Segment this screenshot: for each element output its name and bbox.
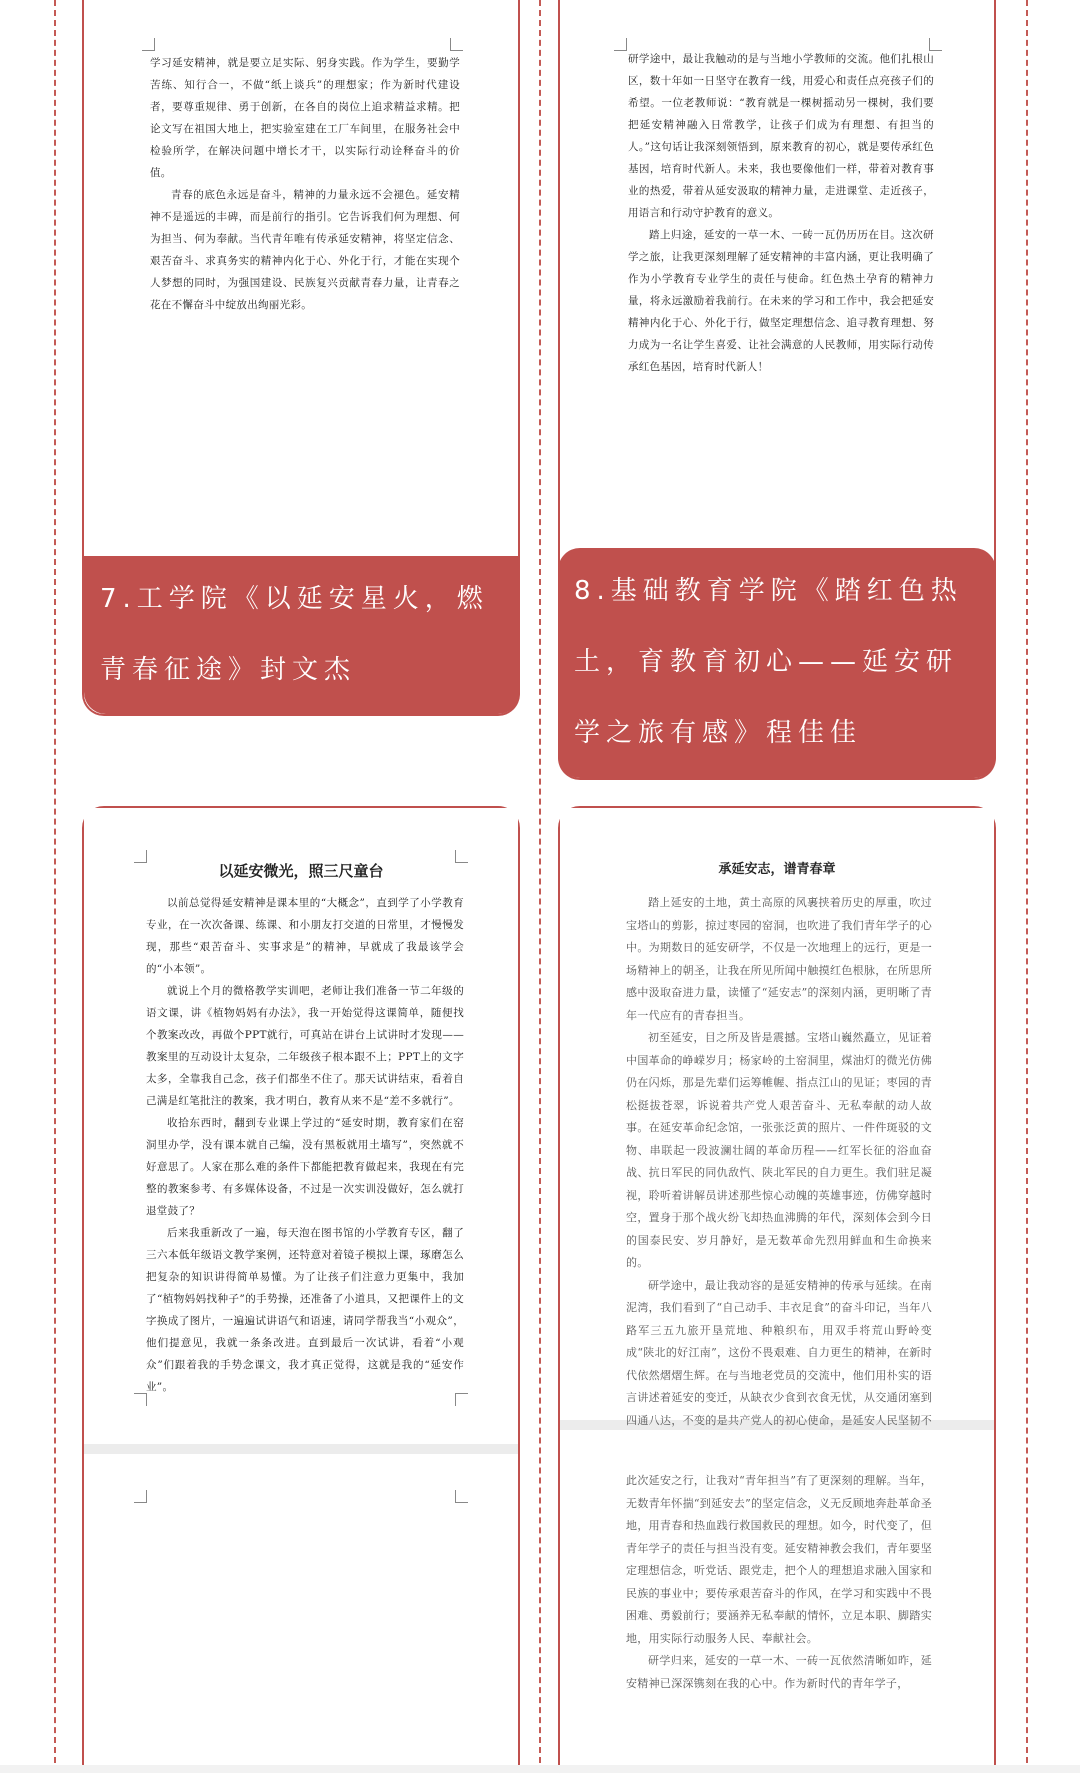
essay-caption-7: 7.工学院《以延安星火，燃青春征途》封文杰	[84, 556, 520, 714]
doc-paragraph: 学习延安精神，就是要立足实际、躬身实践。作为学生，要勤学苦练、知行合一，不做“纸上谈兵”的理想家；作为新时代建设者，要尊重规律、勇于创新，在各自的岗位上追求精益求精。把论文写在祖国大地上，把实验室建在工厂车间里，在服务社会中检验所学，在解决问题中增长才干，以实际行动诠释奋斗的价值。	[150, 57, 460, 179]
doc-paragraph: 研学途中，最让我动容的是延安精神的传承与延续。在南泥湾，我们看到了“自己动手、丰衣足食”的奋斗印记，当年八路军三五九旅开垦荒地、种粮织布，用双手将荒山野岭变成“陕北的好江南”，这份不畏艰难、自力更生的精神，在新时代依然熠熠生辉。在与当地老党员的交流中，他们用朴实的语言讲述着延安的变迁，从缺衣少食到衣食无忧，从交通闭塞到四通八达，不变的是共产党人的初心使命，是延安人民坚韧不	[626, 1278, 932, 1427]
document-title: 承延安志，谱青春章	[718, 862, 836, 877]
crop-mark	[455, 1393, 468, 1406]
dashed-guide-right	[1026, 0, 1028, 1773]
dashed-guide-left	[54, 0, 56, 1773]
crop-mark	[134, 1490, 147, 1503]
doc-paragraph: 研学途中，最让我触动的是与当地小学教师的交流。他们扎根山区，数十年如一日坚守在教育一线，用爱心和责任点亮孩子们的希望。一位老教师说：“教育就是一棵树摇动另一棵树，我们要把延安精神融入日常教学，让孩子们成为有理想、有担当的人。”这句话让我深刻领悟到，原来教育的初心，就是要传承红色基因，培育时代新人。未来，我也要像他们一样，带着对教育事业的热爱，带着从延安汲取的精神力量，走进课堂、走近孩子，用语言和行动守护教育的意义。	[628, 53, 934, 219]
document-body-10-continued	[626, 1470, 932, 1770]
document-page-8	[560, 0, 994, 550]
document-title: 以延安微光，照三尺童台	[218, 862, 384, 880]
doc-paragraph: 后来我重新改了一遍，每天泡在图书馆的小学教育专区，翻了三六本低年级语文教学案例，还特意对着镜子模拟上课，琢磨怎么把复杂的知识讲得简单易懂。为了让孩子们注意力更集中，我加了“植物妈妈找种子”的手势操，还准备了小道具，又把课件上的文字换成了图片，一遍遍试讲语气和语速，请同学帮我当“小观众”，他们提意见，我就一条条改进。直到最后一次试讲，看着“小观众”们跟着我的手势念课文，我才真正觉得，这就是我的“延安作业”。	[146, 1227, 464, 1393]
document-page-10b	[560, 1430, 994, 1788]
doc-paragraph: 研学归来，延安的一草一木、一砖一瓦依然清晰如昨，延安精神已深深镌刻在我的心中。作为新时代的青年学子，	[626, 1654, 932, 1690]
crop-mark	[614, 38, 627, 51]
document-body-9	[146, 892, 464, 1393]
doc-paragraph: 此次延安之行，让我对“青年担当”有了更深刻的理解。当年，无数青年怀揣“到延安去”的坚定信念，义无反顾地奔赴革命圣地，用青春和热血践行救国救民的理想。如今，时代变了，但青年学子的责任与担当没有变。延安精神教会我们，青年要坚定理想信念，听党话、跟党走，把个人的理想追求融入国家和民族的事业中；要传承艰苦奋斗的作风，在学习和实践中不畏困难、勇毅前行；要涵养无私奉献的情怀，立足本职、脚踏实地，用实际行动服务人民、奉献社会。	[626, 1474, 932, 1645]
doc-paragraph: 初至延安，目之所及皆是震撼。宝塔山巍然矗立，见证着中国革命的峥嵘岁月；杨家岭的土窑洞里，煤油灯的微光仿佛仍在闪烁，那是先辈们运筹帷幄、指点江山的见证；枣园的青松挺拔苍翠，诉说着共产党人艰苦奋斗、无私奉献的动人故事。在延安革命纪念馆，一张张泛黄的照片、一件件斑驳的文物、串联起一段波澜壮阔的革命历程——红军长征的浴血奋战、抗日军民的同仇敌忾、陕北军民的自力更生。我们驻足凝视，聆听着讲解员讲述那些惊心动魄的英雄事迹，仿佛穿越时空，置身于那个战火纷飞却热血沸腾的年代，深刻体会到今日的国泰民安、岁月静好，是无数革命先烈用鲜血和生命换来的。	[626, 1031, 932, 1269]
doc-paragraph: 踏上延安的土地，黄土高原的风裹挟着历史的厚重，吹过宝塔山的剪影，掠过枣园的窑洞，也吹进了我们青年学子的心中。为期数日的延安研学，不仅是一次地理上的远行，更是一场精神上的朝圣，让我在所见所闻中触摸红色根脉，在所思所感中汲取奋进力量，读懂了“延安志”的深刻内涵，更明晰了青年一代应有的青春担当。	[626, 896, 932, 1022]
essay-card-8[interactable]	[558, 0, 996, 780]
doc-paragraph: 青春的底色永远是奋斗，精神的力量永远不会褪色。延安精神不是遥远的丰碑，而是前行的指引。它告诉我们何为理想、何为担当、何为奉献。当代青年唯有传承延安精神，将坚定信念、艰苦奋斗、求真务实的精神内化于心、外化于行，才能在实现个人梦想的同时，为强国建设、民族复兴贡献青春力量，让青春之花在不懈奋斗中绽放出绚丽光彩。	[150, 189, 460, 311]
doc-paragraph: 收拾东西时，翻到专业课上学过的“延安时期，教育家们在窑洞里办学，没有课本就自己编，没有黑板就用土墙写”，突然就不好意思了。人家在那么难的条件下都能把教育做起来，我现在有完整的教案参考、有多媒体设备，不过是一次实训没做好，怎么就打退堂鼓了？	[146, 1117, 464, 1217]
crop-mark	[450, 38, 463, 51]
document-page-10a	[560, 808, 994, 1430]
document-body-10	[626, 892, 932, 1427]
document-page-7	[84, 0, 518, 556]
doc-paragraph: 踏上归途，延安的一草一木、一砖一瓦仍历历在目。这次研学之旅，让我更深刻理解了延安精神的丰富内涵，更让我明确了作为小学教育专业学生的责任与使命。红色热土孕育的精神力量，将永远激励着我前行。在未来的学习和工作中，我会把延安精神内化于心、外化于行，做坚定理想信念、追寻教育理想、努力成为一名让学生喜爱、让社会满意的人民教师，用实际行动传承红色基因，培育时代新人！	[628, 229, 934, 373]
bottom-band	[0, 1765, 1080, 1773]
document-body-7	[150, 52, 460, 311]
document-page-9b	[84, 1454, 518, 1788]
doc-paragraph: 以前总觉得延安精神是课本里的“大概念”，直到学了小学教育专业，在一次次备课、练课、和小朋友打交道的日常里，才慢慢发现，那些“艰苦奋斗、实事求是”的精神，早就成了我最该学会的“小本领”。	[146, 897, 464, 975]
dashed-guide-center	[539, 0, 541, 1773]
essay-card-7[interactable]	[82, 0, 520, 716]
document-body-8	[628, 48, 934, 373]
essay-card-9[interactable]	[82, 806, 520, 1786]
crop-mark	[142, 38, 155, 51]
crop-mark	[134, 1393, 147, 1406]
doc-paragraph: 就说上个月的微格教学实训吧，老师让我们准备一节二年级的语文课，讲《植物妈妈有办法》，我一开始觉得这课简单，随便找个教案改改，再做个PPT就行，可真站在讲台上试讲时才发现——教案里的互动设计太复杂，二年级孩子根本跟不上；PPT上的文字太多，全靠我自己念，孩子们都坐不住了。那天试讲结束，看着自己满是红笔批注的教案，我才明白，教育从来不是“差不多就行”。	[146, 985, 464, 1107]
essay-card-10[interactable]	[558, 806, 996, 1786]
crop-mark	[455, 1490, 468, 1503]
essay-caption-8: 8.基础教育学院《踏红色热土，育教育初心——延安研学之旅有感》程佳佳	[558, 548, 996, 778]
document-page-9a	[84, 808, 518, 1454]
